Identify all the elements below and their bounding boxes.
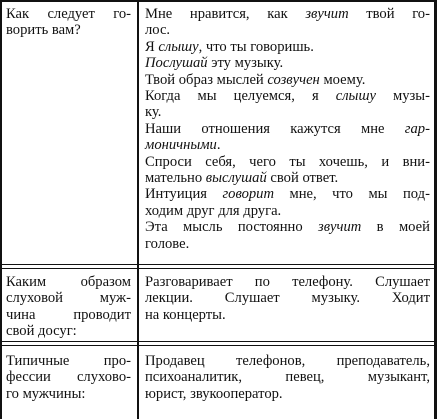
row-3-answer: [145, 353, 430, 402]
emphasis-word: слышу: [335, 88, 376, 105]
word: го-: [113, 6, 131, 22]
answer-line: [145, 121, 430, 137]
word: слуховой: [6, 290, 63, 307]
row-divider-1: [0, 264, 437, 269]
word: мне: [361, 120, 385, 137]
word: Типичные: [6, 353, 70, 369]
word: Эта: [145, 219, 168, 236]
row-2-question: [6, 274, 131, 340]
text-segment: эту музыку.: [207, 55, 284, 72]
text-segment: Я: [145, 38, 159, 55]
word: музыку.: [311, 290, 361, 307]
text-segment: голове.: [145, 235, 190, 252]
word: чего: [249, 153, 276, 170]
word: образом: [80, 274, 131, 290]
answer-line: [145, 236, 430, 252]
answer-line: [145, 290, 430, 306]
column-divider: [137, 0, 139, 419]
word: хочешь,: [318, 153, 368, 170]
row-2-answer: [145, 274, 430, 323]
emphasis-word: говорит: [222, 186, 275, 203]
question-line: го мужчины:: [6, 385, 86, 402]
question-line: [6, 290, 131, 306]
word: Когда: [145, 88, 181, 105]
word: муж-: [99, 290, 131, 307]
word: нравится,: [189, 6, 250, 22]
word: мы: [197, 88, 217, 105]
question-line: [6, 6, 131, 22]
emphasis-text: Послушай: [145, 55, 208, 72]
word: по: [254, 274, 270, 290]
word: Слушает: [224, 290, 280, 307]
text-segment: на концерты.: [145, 306, 226, 323]
answer-line: [145, 170, 430, 186]
word: мысль: [183, 219, 223, 236]
text-segment: ку.: [145, 104, 162, 121]
word: и: [381, 153, 390, 170]
word: чина: [6, 306, 36, 323]
answer-line: [145, 137, 430, 153]
row-1-question: [6, 6, 131, 39]
answer-line: [145, 386, 430, 402]
word: ты: [289, 153, 306, 170]
word: про-: [103, 353, 131, 369]
answer-line: [145, 72, 430, 88]
word: Как: [6, 6, 30, 22]
emphasis-word: звучит: [318, 219, 362, 236]
question-line: свой досуг:: [6, 323, 77, 340]
answer-line: [145, 55, 430, 71]
emphasis-text: моничными: [145, 137, 217, 154]
answer-line: [145, 274, 430, 290]
word: вни-: [402, 153, 430, 170]
answer-line: [145, 369, 430, 385]
word: телефонов,: [236, 353, 306, 369]
word: телефону.: [292, 274, 353, 290]
answer-line: [145, 104, 430, 120]
word: Ходит: [391, 290, 430, 307]
text-segment: ходим друг для друга.: [145, 202, 282, 219]
word: кажутся: [290, 120, 341, 137]
word: целуемся,: [233, 88, 295, 105]
word: музы-: [393, 88, 430, 105]
word: Мне: [145, 6, 173, 22]
emphasis-word: звучит: [305, 6, 349, 22]
row-1-answer: [145, 6, 430, 252]
answer-line: [145, 88, 430, 104]
answer-line: [145, 203, 430, 219]
answer-line: [145, 154, 430, 170]
word: мы: [368, 186, 388, 203]
answer-line: [145, 6, 430, 22]
table-border-top: [0, 0, 437, 2]
answer-line: [145, 186, 430, 202]
emphasis-word: гар-: [404, 120, 430, 137]
text-segment: мательно: [145, 170, 206, 187]
question-line: ворить вам?: [6, 22, 81, 39]
text-segment: , что ты говоришь.: [198, 38, 314, 55]
word: я: [311, 88, 319, 105]
question-line: [6, 274, 131, 290]
word: как: [267, 6, 288, 22]
text-segment: Твой образ мыслей: [145, 71, 268, 88]
word: слухово-: [76, 369, 131, 386]
word: психоаналитик,: [145, 369, 243, 386]
word: Спроси: [145, 153, 192, 170]
answer-line: [145, 307, 430, 323]
text-segment: лос.: [145, 22, 171, 39]
word: Разговаривает: [145, 274, 233, 290]
answer-line: [145, 39, 430, 55]
word: что: [332, 186, 353, 203]
table-border-left: [0, 0, 2, 419]
text-segment: юрист, звукооператор.: [145, 385, 283, 402]
word: музыкант,: [367, 369, 430, 386]
word: мне,: [289, 186, 317, 203]
word: твой: [366, 6, 395, 22]
emphasis-text: созвучен: [267, 71, 320, 88]
word: Наши: [145, 120, 182, 137]
word: под-: [402, 186, 430, 203]
word: преподаватель,: [336, 353, 430, 369]
answer-line: [145, 22, 430, 38]
word: певец,: [285, 369, 325, 386]
row-divider-2: [0, 341, 437, 346]
answer-line: [145, 353, 430, 369]
question-line: [6, 353, 131, 369]
word: Каким: [6, 274, 47, 290]
word: себя,: [205, 153, 236, 170]
word: лекции.: [145, 290, 193, 307]
question-line: [6, 307, 131, 323]
text-segment: свой ответ.: [266, 170, 339, 187]
word: го-: [412, 6, 430, 22]
word: проводит: [73, 306, 131, 323]
text-segment: моему.: [319, 71, 366, 88]
text-segment: .: [216, 137, 221, 154]
emphasis-text: слышу: [158, 38, 199, 55]
question-line: [6, 369, 131, 385]
word: отношения: [201, 120, 270, 137]
word: моей: [398, 219, 430, 236]
word: в: [376, 219, 384, 236]
word: фессии: [6, 369, 51, 386]
word: постоянно: [237, 219, 303, 236]
answer-line: [145, 219, 430, 235]
word: следует: [47, 6, 95, 22]
word: Продавец: [145, 353, 205, 369]
emphasis-text: выслушай: [205, 170, 267, 187]
word: Интуиция: [145, 186, 207, 203]
word: Слушает: [375, 274, 430, 290]
row-3-question: [6, 353, 131, 402]
